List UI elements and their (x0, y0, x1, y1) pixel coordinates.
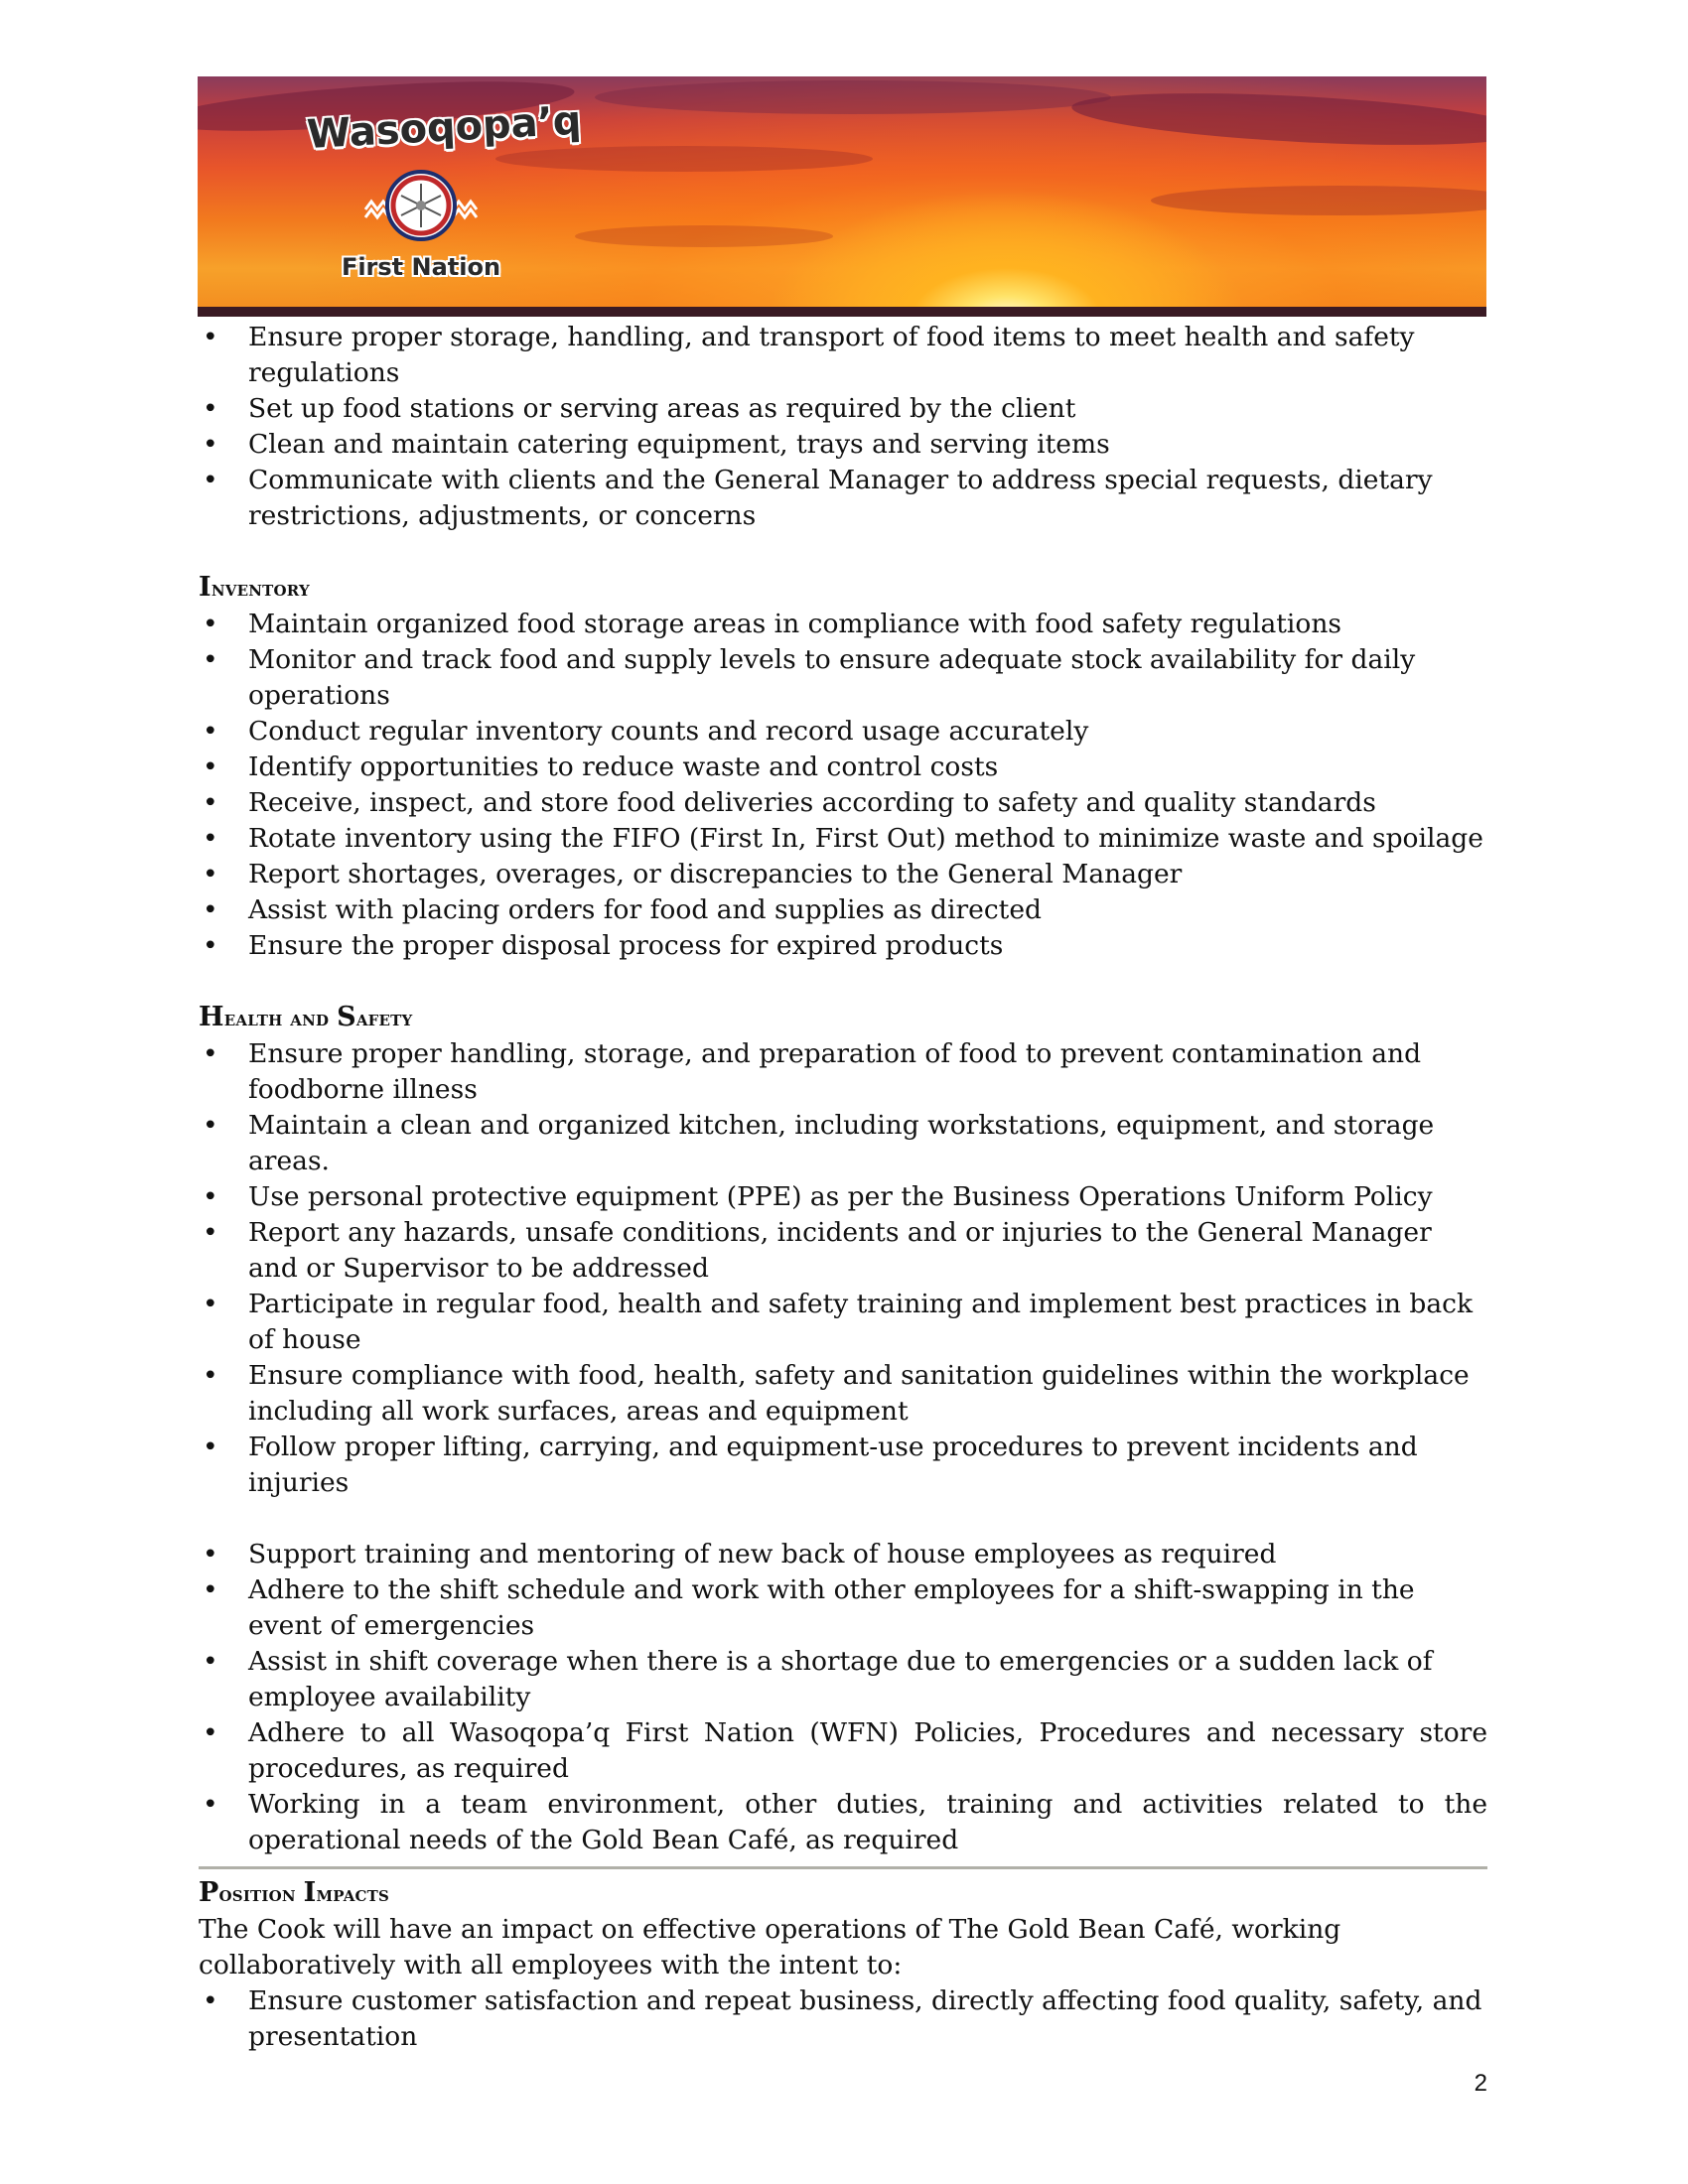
list-item: • Identify opportunities to reduce waste and control costs (203, 751, 999, 782)
list-item: • Maintain a clean and organized kitchen, including workstations, equipment, and storage areas. (203, 1110, 1435, 1176)
list-item: • Monitor and track food and supply levels to ensure adequate stock availability for daily operations (203, 644, 1416, 711)
position-impacts-paragraph: The Cook will have an impact on effective operations of The Gold Bean Café, working collaboratively with all employees with the intent to: (199, 1914, 1341, 1980)
intro-bullet-list (199, 320, 1487, 534)
list-item: • Maintain organized food storage areas in compliance with food safety regulations (203, 609, 1342, 639)
health-safety-bullet-list (199, 1036, 1487, 1501)
list-item: • Ensure the proper disposal process for expired products (203, 930, 1004, 961)
logo-name: Wasoqopa’q (305, 97, 583, 158)
list-item: • Set up food stations or serving areas as required by the client (203, 393, 1076, 424)
list-item: • Adhere to the shift schedule and work with other employees for a shift-swapping in the event of emergencies (203, 1574, 1415, 1641)
list-item: • Clean and maintain catering equipment, trays and serving items (203, 429, 1110, 460)
wasoqopaq-logo (305, 97, 583, 295)
health-safety-heading: Health and Safety (199, 1002, 413, 1032)
list-item: • Report shortages, overages, or discrepancies to the General Manager (203, 859, 1183, 889)
position-impacts-heading: Position Impacts (199, 1877, 390, 1908)
list-item: • Assist in shift coverage when there is a shortage due to emergencies or a sudden lack of employee availability (203, 1646, 1433, 1712)
list-item: • Support training and mentoring of new back of house employees as required (203, 1539, 1277, 1570)
list-item: • Assist with placing orders for food and supplies as directed (203, 894, 1042, 925)
list-item: • Adhere to all Wasoqopa’q First Nation (WFN) Policies, Procedures and necessary store procedures, as required (203, 1717, 1487, 1784)
inventory-bullet-list (199, 607, 1487, 964)
list-item: • Follow proper lifting, carrying, and equipment-use procedures to prevent incidents and injuries (203, 1432, 1418, 1498)
sand-dollar-seal-icon (361, 166, 481, 245)
logo-subtitle: First Nation (341, 253, 501, 281)
list-item: • Ensure proper storage, handling, and transport of food items to meet health and safety regulations (203, 322, 1415, 388)
list-item: • Ensure proper handling, storage, and preparation of food to prevent contamination and foodborne illness (203, 1038, 1422, 1105)
other-duties-bullet-list (199, 1537, 1487, 1858)
inventory-heading: Inventory (199, 572, 310, 603)
position-impacts-bullet-list (199, 1983, 1487, 2055)
list-item: • Communicate with clients and the General Manager to address special requests, dietary restrictions, adjustments, or concerns (203, 465, 1433, 531)
list-item: • Conduct regular inventory counts and record usage accurately (203, 716, 1089, 747)
list-item: • Working in a team environment, other duties, training and activities related to the operational needs of the Gold Bean Café, as required (203, 1789, 1487, 1855)
section-divider (199, 1866, 1487, 1869)
header-banner (198, 76, 1486, 317)
list-item: • Use personal protective equipment (PPE) as per the Business Operations Uniform Policy (203, 1181, 1433, 1212)
list-item: • Report any hazards, unsafe conditions, incidents and or injuries to the General Manager and or Supervisor to be addressed (203, 1217, 1432, 1284)
list-item: • Rotate inventory using the FIFO (First In, First Out) method to minimize waste and spoilage (203, 823, 1483, 854)
document-body (199, 320, 1487, 2055)
list-item: • Ensure customer satisfaction and repeat business, directly affecting food quality, safety, and presentation (203, 1985, 1482, 2052)
page-number: 2 (1474, 2070, 1487, 2097)
list-item: • Ensure compliance with food, health, safety and sanitation guidelines within the workplace including all work surfaces, areas and equipment (203, 1360, 1470, 1427)
list-item: • Receive, inspect, and store food deliveries according to safety and quality standards (203, 787, 1376, 818)
list-item: • Participate in regular food, health and safety training and implement best practices in back of house (203, 1289, 1474, 1355)
